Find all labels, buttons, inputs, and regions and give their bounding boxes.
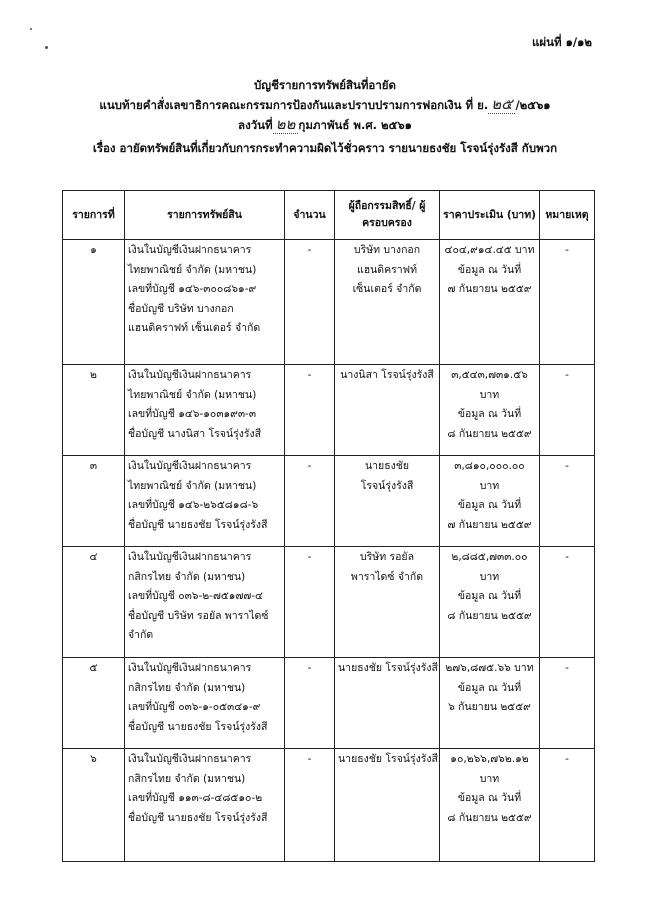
cell-note: - — [540, 240, 595, 365]
cell-item — [125, 749, 285, 862]
item-line: เลขที่บัญชี ๑๔๖-๒๖๕๘๑๘-๖ — [128, 499, 259, 511]
page-number: แผ่นที่ ๑/๑๒ — [532, 35, 592, 49]
cell-qty: - — [285, 658, 335, 749]
table-row — [63, 749, 595, 862]
value-line: ๘ กันยายน ๒๕๕๙ — [447, 609, 532, 622]
value-line: บาท — [479, 388, 500, 401]
value-line: ข้อมูล ณ วันที่ — [457, 681, 522, 694]
cell-item — [125, 547, 285, 658]
item-line: ไทยพาณิชย์ จำกัด (มหาชน) — [128, 388, 257, 401]
value-line: ๔๐๔,๙๑๔.๔๕ บาท — [444, 244, 535, 256]
cell-qty: - — [285, 240, 335, 365]
cell-item — [125, 658, 285, 749]
scan-speck — [45, 46, 48, 49]
document-title: บัญชีรายการทรัพย์สินที่อายัด — [254, 78, 396, 92]
cell-note: - — [540, 547, 595, 658]
item-line: ไทยพาณิชย์ จำกัด (มหาชน) — [128, 263, 257, 276]
value-line: บาท — [479, 570, 500, 583]
cell-no: ๕ — [63, 658, 125, 749]
order-day-handwritten: ๒๒ — [273, 115, 299, 134]
cell-qty: - — [285, 547, 335, 658]
table-row — [63, 658, 595, 749]
item-line: ชื่อบัญชี นายธงชัย โรจน์รุ่งรังสี — [128, 518, 268, 531]
item-line: เงินในบัญชีเงินฝากธนาคาร — [128, 244, 252, 256]
order-date-suffix: กุมภาพันธ์ พ.ศ. ๒๕๖๑ — [298, 118, 412, 132]
cell-owner — [335, 749, 440, 862]
assets-table — [62, 190, 595, 862]
cell-item — [125, 365, 285, 456]
value-line: บาท — [479, 772, 500, 785]
col-header-qty: จำนวน — [285, 191, 335, 240]
cell-no: ๑ — [63, 240, 125, 365]
item-line: เงินในบัญชีเงินฝากธนาคาร — [128, 460, 252, 472]
cell-value — [440, 749, 540, 862]
owner-line: นายธงชัย โรจน์รุ่งรังสี — [338, 753, 438, 765]
value-line: ข้อมูล ณ วันที่ — [457, 499, 522, 511]
value-line: ๓,๕๔๓,๗๓๑.๕๖ — [451, 369, 528, 381]
order-reference-suffix: /๒๕๖๑ — [515, 98, 551, 112]
item-line: กสิกรไทย จำกัด (มหาชน) — [128, 681, 246, 694]
item-line: กสิกรไทย จำกัด (มหาชน) — [128, 570, 246, 583]
cell-owner — [335, 547, 440, 658]
cell-value — [440, 547, 540, 658]
cell-no: ๓ — [63, 456, 125, 547]
cell-value — [440, 365, 540, 456]
cell-item — [125, 240, 285, 365]
document-header — [0, 76, 650, 158]
item-line: เลขที่บัญชี ๑๔๖-๓๐๐๘๖๑-๙ — [128, 283, 257, 295]
item-line: เลขที่บัญชี ๑๑๓-๘-๔๘๕๑๐-๒ — [128, 792, 263, 804]
item-line: ชื่อบัญชี นายธงชัย โรจน์รุ่งรังสี — [128, 720, 268, 733]
table-row — [63, 547, 595, 658]
cell-note: - — [540, 749, 595, 862]
order-reference — [0, 95, 650, 115]
col-header-note: หมายเหตุ — [540, 191, 595, 240]
value-line: ๑๐,๒๖๖,๗๖๒.๑๒ — [450, 753, 529, 765]
owner-line: นายธงชัย — [364, 460, 410, 472]
cell-owner — [335, 456, 440, 547]
cell-note: - — [540, 365, 595, 456]
col-header-item: รายการทรัพย์สิน — [125, 191, 285, 240]
value-line: ๓,๘๑๐,๐๐๐.๐๐ — [454, 460, 525, 472]
cell-item — [125, 456, 285, 547]
owner-line: พาราไดซ์ จำกัด — [350, 570, 424, 583]
value-line: ข้อมูล ณ วันที่ — [457, 590, 522, 602]
col-header-owner-line: ผู้ถือกรรมสิทธิ์/ — [348, 200, 416, 212]
item-line: จำกัด — [128, 629, 154, 641]
cell-owner — [335, 365, 440, 456]
scan-speck — [30, 28, 32, 30]
cell-no: ๒ — [63, 365, 125, 456]
item-line: กสิกรไทย จำกัด (มหาชน) — [128, 772, 246, 785]
cell-qty: - — [285, 365, 335, 456]
owner-line: บริษัท รอยัล — [359, 551, 415, 563]
order-reference-prefix: แนบท้ายคำสั่งเลขาธิการคณะกรรมการป้องกันและปราบปรามการฟอกเงิน ที่ ย. — [99, 98, 489, 112]
table-header-row — [63, 191, 595, 240]
item-line: แฮนดิคราฟท์ เซ็นเตอร์ จำกัด — [128, 322, 261, 334]
item-line: เลขที่บัญชี ๐๓๖-๑-๐๕๓๔๑-๙ — [128, 701, 261, 713]
item-line: เงินในบัญชีเงินฝากธนาคาร — [128, 753, 252, 765]
document-subject: เรื่อง อายัดทรัพย์สินที่เกี่ยวกับการกระทำความผิดไว้ชั่วคราว รายนายธงชัย โรจน์รุ่งรังสี กับพวก — [92, 141, 558, 155]
col-header-owner — [335, 191, 440, 240]
item-line: ชื่อบัญชี บริษัท รอยัล พาราไดซ์ — [128, 609, 269, 622]
item-line: ชื่อบัญชี บริษัท บางกอก — [128, 302, 234, 315]
value-line: ข้อมูล ณ วันที่ — [457, 792, 522, 804]
order-date-prefix: ลงวันที่ — [238, 118, 273, 132]
value-line: ๖ กันยายน ๒๕๕๙ — [448, 701, 531, 713]
cell-value — [440, 240, 540, 365]
col-header-value-line: (บาท) — [506, 208, 536, 221]
value-line: ๒๗๖,๘๗๕.๖๖ บาท — [445, 662, 534, 674]
value-line: ข้อมูล ณ วันที่ — [457, 408, 522, 420]
table-row — [63, 456, 595, 547]
col-header-value — [440, 191, 540, 240]
item-line: ชื่อบัญชี นางนิสา โรจน์รุ่งรังสี — [128, 427, 262, 440]
value-line: บาท — [479, 479, 500, 492]
cell-no: ๖ — [63, 749, 125, 862]
order-date — [0, 115, 650, 135]
item-line: เลขที่บัญชี ๐๓๖-๒-๗๕๑๗๗-๔ — [128, 590, 263, 602]
cell-value — [440, 456, 540, 547]
value-line: ๘ กันยายน ๒๕๕๙ — [447, 427, 532, 440]
order-number-handwritten: ๒๕ — [488, 95, 515, 114]
owner-line: โรจน์รุ่งรังสี — [360, 479, 414, 492]
item-line: เงินในบัญชีเงินฝากธนาคาร — [128, 662, 252, 674]
value-line: ๒,๘๘๕,๗๓๓.๐๐ — [451, 551, 528, 563]
owner-line: เซ็นเตอร์ จำกัด — [352, 283, 422, 295]
item-line: เงินในบัญชีเงินฝากธนาคาร — [128, 551, 252, 563]
cell-owner — [335, 240, 440, 365]
col-header-value-line: ราคาประเมิน — [443, 208, 504, 221]
table-row — [63, 365, 595, 456]
cell-qty: - — [285, 456, 335, 547]
col-header-no: รายการที่ — [63, 191, 125, 240]
item-line: ชื่อบัญชี นายธงชัย โรจน์รุ่งรังสี — [128, 811, 268, 824]
cell-note: - — [540, 456, 595, 547]
item-line: เลขที่บัญชี ๑๔๖-๑๐๓๑๙๓-๓ — [128, 408, 257, 420]
item-line: เงินในบัญชีเงินฝากธนาคาร — [128, 369, 252, 381]
value-line: ข้อมูล ณ วันที่ — [457, 263, 522, 276]
owner-line: นางนิสา โรจน์รุ่งรังสี — [340, 369, 434, 381]
cell-owner — [335, 658, 440, 749]
item-line: ไทยพาณิชย์ จำกัด (มหาชน) — [128, 479, 257, 492]
owner-line: นายธงชัย โรจน์รุ่งรังสี — [338, 662, 438, 674]
cell-value — [440, 658, 540, 749]
owner-line: บริษัท บางกอก — [353, 244, 421, 256]
cell-note: - — [540, 658, 595, 749]
owner-line: แฮนดิคราฟท์ — [356, 263, 418, 276]
table-row — [63, 240, 595, 365]
value-line: ๗ กันยายน ๒๕๕๙ — [447, 518, 532, 531]
value-line: ๗ กันยายน ๒๕๕๙ — [447, 283, 532, 295]
col-header-owner-line: ผู้ครอบครอง — [362, 200, 426, 229]
cell-qty: - — [285, 749, 335, 862]
value-line: ๘ กันยายน ๒๕๕๙ — [447, 811, 532, 824]
cell-no: ๔ — [63, 547, 125, 658]
